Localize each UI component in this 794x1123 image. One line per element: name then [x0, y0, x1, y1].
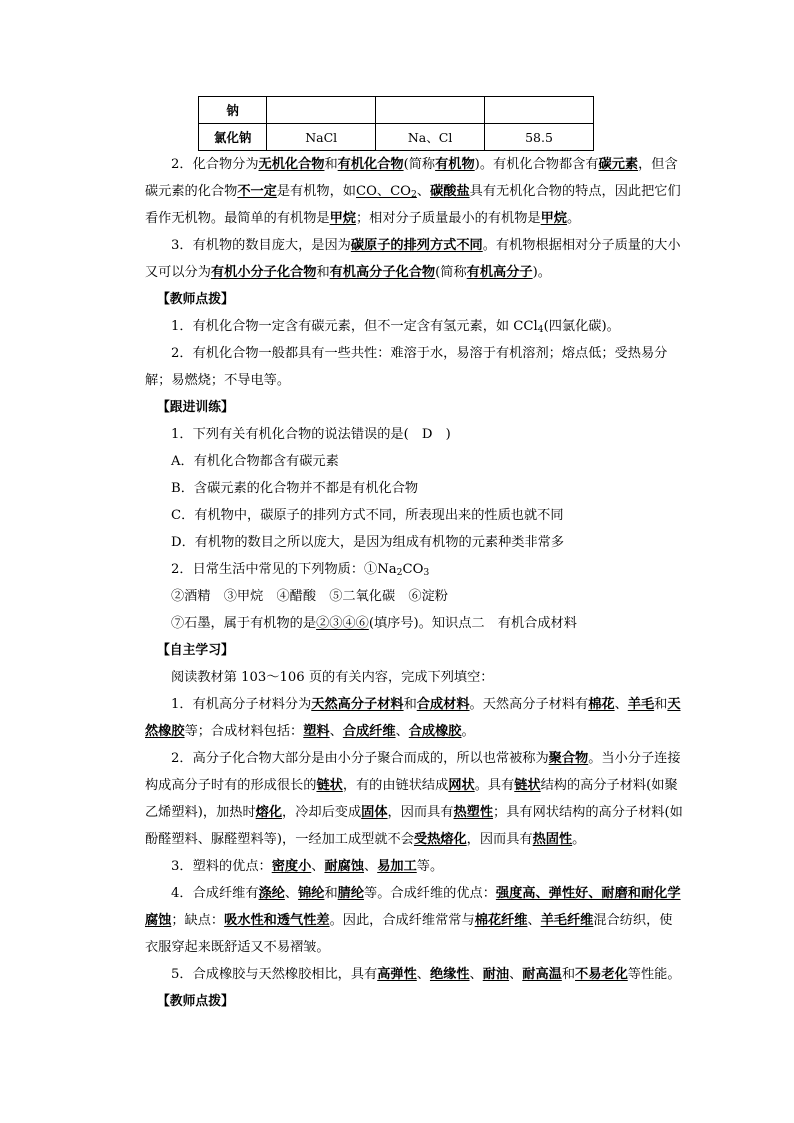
table-cell — [267, 97, 376, 124]
option: B．含碳元素的化合物并不都是有机化合物 — [171, 481, 419, 496]
blank-answer: 聚合物 — [548, 751, 589, 766]
question-line: ⑦石墨，属于有机物的是②③④⑥(填序号)。知识点二 有机合成材料 — [171, 616, 577, 631]
blank-answer: 有机物 — [435, 157, 475, 172]
fill-item: 5．合成橡胶与天然橡胶相比，具有高弹性、绝缘性、耐油、耐高温和不易老化等性能。 — [171, 967, 681, 982]
blank-answer: 吸水性和透气性差 — [224, 913, 330, 928]
blank-answer: 合成材料 — [416, 697, 470, 712]
section-heading: 【教师点拨】 — [157, 292, 234, 307]
blank-answer: 不一定 — [237, 184, 277, 199]
blank-answer: 棉花 — [588, 697, 615, 712]
blank-answer: 腈纶 — [337, 886, 365, 901]
blank-answer: 羊毛纤维 — [540, 913, 594, 928]
blank-answer: 高弹性 — [377, 967, 417, 982]
blank-answer: 羊毛 — [627, 697, 655, 712]
option: C．有机物中，碳原子的排列方式不同，所表现出来的性质也就不同 — [171, 508, 564, 523]
section-heading: 【自主学习】 — [157, 643, 234, 658]
element-table — [198, 96, 594, 151]
blank-answer: 链状 — [514, 778, 541, 793]
fill-item: 4．合成纤维有涤纶、锦纶和腈纶等。合成纤维的优点：强度高、弹性好、耐磨和耐化学腐蚀；缺点：吸水性和透气性差。因此，合成纤维常常与棉花纤维、羊毛纤维混合纺织，使衣服穿起来既舒适又不易褶皱。 — [145, 886, 681, 955]
blank-answer: 耐油 — [482, 967, 510, 982]
blank-answer: 链状 — [316, 778, 343, 793]
table-cell: 氯化钠 — [199, 124, 267, 151]
instruction: 阅读教材第 103～106 页的有关内容，完成下列填空： — [171, 670, 494, 685]
blank-answer: 合成纤维 — [342, 724, 396, 739]
blank-answer: 固体 — [361, 805, 388, 820]
option: D．有机物的数目之所以庞大，是因为组成有机物的元素种类非常多 — [171, 535, 565, 550]
blank-answer: 密度小 — [271, 859, 312, 874]
blank-answer: 锦纶 — [298, 886, 325, 901]
option: A．有机化合物都含有碳元素 — [171, 454, 339, 469]
table-cell — [485, 97, 594, 124]
blank-answer: 碳酸盐 — [430, 184, 470, 199]
paragraph-organic-count: 3．有机物的数目庞大，是因为碳原子的排列方式不同。有机物根据相对分子质量的大小又可以分为有机小分子化合物和有机高分子化合物(简称有机高分子)。 — [145, 238, 681, 280]
blank-answer: 耐腐蚀 — [324, 859, 365, 874]
blank-answer: 热固性 — [532, 832, 573, 847]
paragraph-compound-types: 2．化合物分为无机化合物和有机化合物(简称有机物)。有机化合物都含有碳元素，但含碳元素的化合物不一定是有机物，如CO、$CO_2$、碳酸盐具有无机化合物的特点，因此把它们看作无机物。最简单的有机物是甲烷；相对分子质量最小的有机物是甲烷。 — [145, 157, 681, 226]
blank-answer: 甲烷 — [329, 211, 356, 226]
blank-answer: 天然高分子材料 — [311, 697, 404, 712]
section-heading: 【教师点拨】 — [157, 994, 234, 1009]
blank-answer: 塑料 — [303, 724, 330, 739]
blank-answer: 合成橡胶 — [408, 724, 462, 739]
fill-item: 1．有机高分子材料分为天然高分子材料和合成材料。天然高分子材料有棉花、羊毛和天然橡胶等；合成材料包括：塑料、合成纤维、合成橡胶。 — [145, 697, 681, 739]
blank-answer: 绝缘性 — [429, 967, 470, 982]
blank-answer: 碳元素 — [598, 157, 639, 172]
table-cell — [376, 97, 485, 124]
blank-answer: CO、$CO_2$ — [356, 184, 417, 200]
content — [145, 96, 685, 1015]
blank-answer: 有机化合物 — [337, 157, 404, 172]
blank-answer: 耐高温 — [522, 967, 562, 982]
blank-answer: 天然橡胶 — [145, 697, 681, 739]
blank-answer: 碳原子的排列方式不同 — [350, 238, 483, 253]
table-cell: 钠 — [199, 97, 267, 124]
blank-answer: 有机高分子 — [466, 265, 533, 280]
table-cell: 58.5 — [485, 124, 594, 151]
blank-answer: 网状 — [448, 778, 475, 793]
blank-answer: 强度高、弹性好、耐磨和耐化学腐蚀 — [145, 886, 681, 928]
fill-item: 3．塑料的优点：密度小、耐腐蚀、易加工等。 — [171, 859, 444, 874]
table-row — [199, 124, 594, 151]
blank-answer: 无机化合物 — [258, 157, 325, 172]
blank-answer: 不易老化 — [575, 967, 628, 982]
question: 2．日常生活中常见的下列物质：$①Na_2CO_3$ — [171, 562, 430, 578]
blank-answer: 熔化 — [255, 805, 283, 820]
tip-item: 1．有机化合物一定含有碳元素，但不一定含有氢元素，如 CCl$_4$(四氯化碳)。 — [171, 319, 620, 335]
blank-answer: 甲烷 — [540, 211, 567, 226]
question: 1．下列有关有机化合物的说法错误的是( D ) — [171, 427, 451, 442]
blank-answer: 热塑性 — [453, 805, 494, 820]
blank-answer: 涤纶 — [258, 886, 285, 901]
blank-answer: 棉花纤维 — [474, 913, 528, 928]
table-cell: NaCl — [267, 124, 376, 151]
section-heading: 【跟进训练】 — [157, 400, 234, 415]
blank-answer: 受热熔化 — [413, 832, 467, 847]
blank-answer: 有机高分子化合物 — [329, 265, 436, 280]
question-line: ②酒精 ③甲烷 ④醋酸 ⑤二氧化碳 ⑥淀粉 — [171, 589, 448, 604]
fill-item: 2．高分子化合物大部分是由小分子聚合而成的，所以也常被称为聚合物。当小分子连接构成高分子时有的形成很长的链状，有的由链状结成网状。具有链状结构的高分子材料(如聚乙烯塑料)，加热时熔化，冷却后变成固体，因而具有热塑性；具有网状结构的高分子材料(如酚醛塑料、脲醛塑料等)，一经加工成型就不会受热熔化，因而具有热固性。 — [145, 751, 683, 847]
blank-answer: ②③④⑥ — [316, 616, 369, 631]
blank-answer: 易加工 — [377, 859, 417, 874]
table-cell: Na、Cl — [376, 124, 485, 151]
table-row — [199, 97, 594, 124]
blank-answer: 有机小分子化合物 — [210, 265, 317, 280]
tip-item: 2．有机化合物一般都具有一些共性：难溶于水，易溶于有机溶剂；熔点低；受热易分解；易燃烧；不导电等。 — [145, 346, 668, 388]
